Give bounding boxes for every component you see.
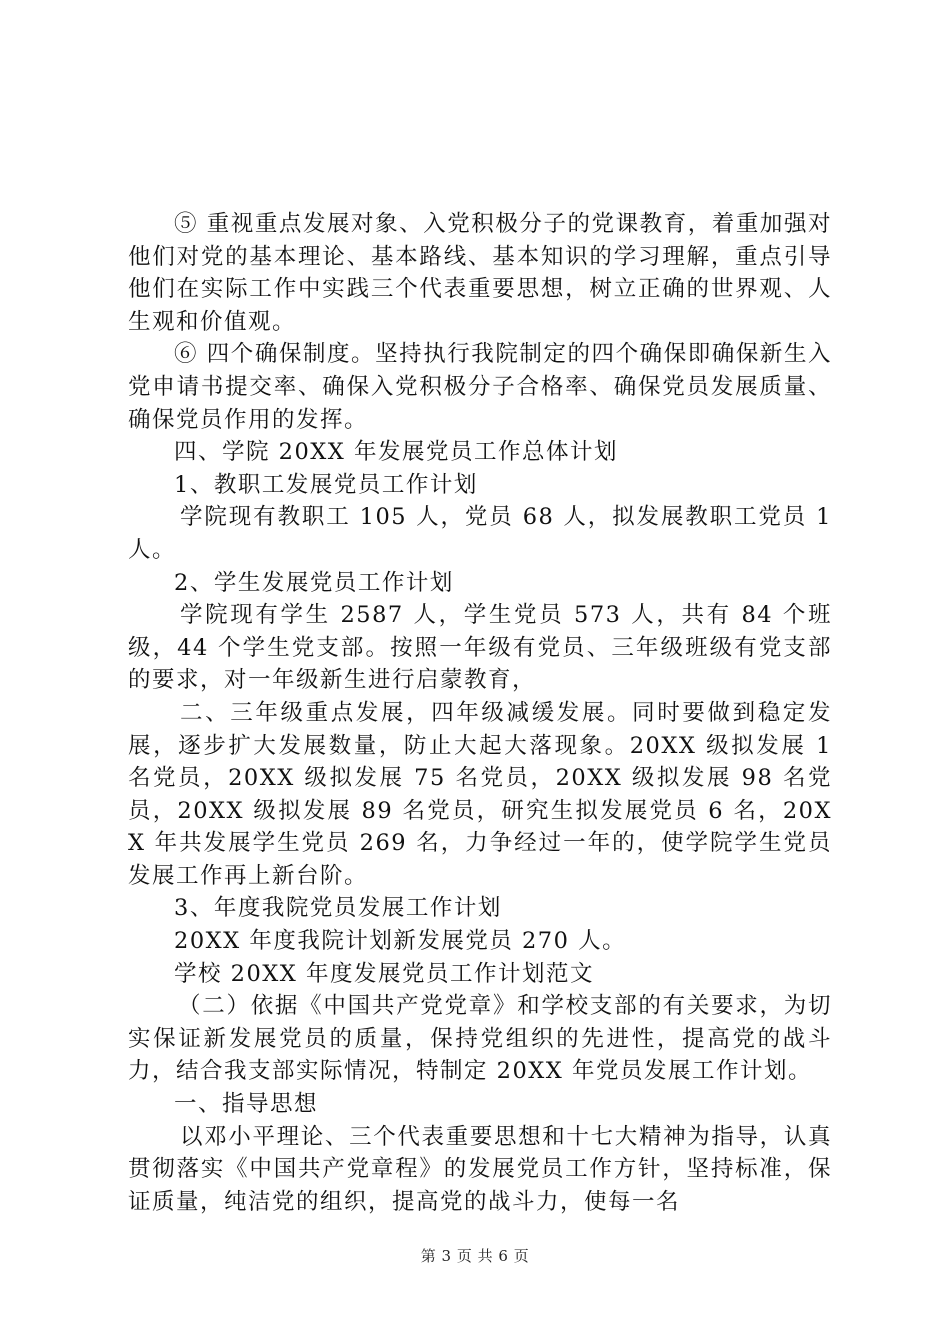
paragraph-student-numbers: 学院现有学生 2587 人，学生党员 573 人，共有 84 个班级，44 个学生党支部。按照一年级有党员、三年级班级有党支部的要求，对一年级新生进行启蒙教育， [128, 602, 832, 694]
page-number-footer: 第 3 页 共 6 页 [420, 1247, 530, 1265]
section-heading-guiding-ideology: 一、指导思想 [174, 1091, 319, 1118]
section-heading-4: 四、学院 20XX 年发展党员工作总体计划 [174, 439, 618, 466]
subheading-1-staff-plan: 1、教职工发展党员工作计划 [174, 471, 478, 498]
paragraph-6-four-guarantees: ⑥ 四个确保制度。坚持执行我院制定的四个确保即确保新生入党申请书提交率、确保入党积极分子合格率、确保党员发展质量、确保党员作用的发挥。 [128, 341, 832, 433]
subheading-2-student-plan: 2、学生发展党员工作计划 [174, 569, 454, 596]
paragraph-basis-and-purpose: （二）依据《中国共产党党章》和学校支部的有关要求，为切实保证新发展党员的质量，保持党组织的先进性，提高党的战斗力，结合我支部实际情况，特制定 20XX 年党员发展工作计划。 [128, 993, 832, 1085]
document-subtitle-template: 学校 20XX 年度发展党员工作计划范文 [174, 960, 594, 987]
document-body [128, 208, 832, 1218]
paragraph-staff-numbers: 学院现有教职工 105 人，党员 68 人，拟发展教职工党员 1 人。 [128, 504, 832, 563]
paragraph-guiding-ideology: 以邓小平理论、三个代表重要思想和十七大精神为指导，认真贯彻落实《中国共产党章程》的发展党员工作方针，坚持标准，保证质量，纯洁党的组织，提高党的战斗力，使每一名 [128, 1123, 832, 1215]
paragraph-grade-development: 二、三年级重点发展，四年级减缓发展。同时要做到稳定发展，逐步扩大发展数量，防止大起大落现象。20XX 级拟发展 1 名党员，20XX 级拟发展 75 名党员，20XX 级拟发展 98 名党员，20XX 级拟发展 89 名党员，研究生拟发展党员 6 名，20XX 年共发展学生党员 269 名，力争经过一年的，使学院学生党员发展工作再上新台阶。 [128, 699, 832, 889]
subheading-3-annual-plan: 3、年度我院党员发展工作计划 [174, 895, 502, 922]
paragraph-5-party-education: ⑤ 重视重点发展对象、入党积极分子的党课教育，着重加强对他们对党的基本理论、基本路线、基本知识的学习理解，重点引导他们在实际工作中实践三个代表重要思想，树立正确的世界观、人生观和价值观。 [128, 211, 832, 335]
paragraph-annual-target: 20XX 年度我院计划新发展党员 270 人。 [174, 928, 627, 955]
